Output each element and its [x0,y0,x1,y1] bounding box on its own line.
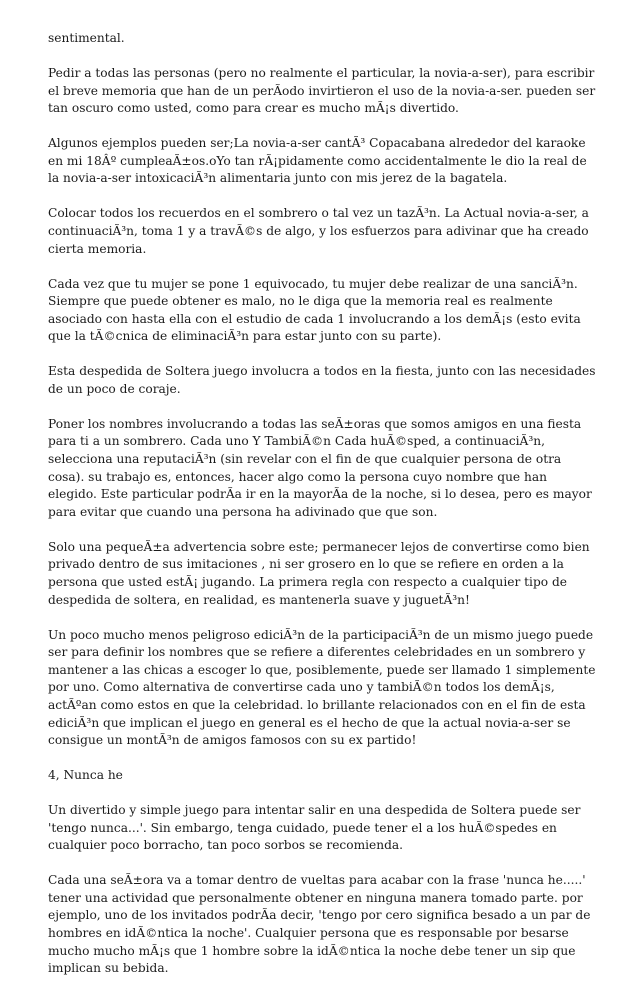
document-page [48,30,598,995]
paragraph-2: Pedir a todas las personas (pero no realmente el particular, la novia-a-ser), para escribir el breve memoria que han de un perÃodo invirtieron el uso de la novia-a-ser. pueden ser tan oscuro como usted, como para crear es mucho mÃ¡s divertido. [48,65,596,116]
paragraph-11: Cada una seÃ±ora va a tomar dentro de vueltas para acabar con la frase 'nunca he.....' tener una actividad que personalmente obtener en ninguna manera tomado parte. por ejemplo, uno de los invitados podrÃa decir, 'tengo por cero significa besado a un par de hombres en idÃ©ntica la noche'. Cualquier persona que es responsable por besarse mucho mucho mÃ¡s que 1 hombre sobre la idÃ©ntica la noche debe tener un sip que implican su bebida. [48,873,591,976]
paragraph-4: Colocar todos los recuerdos en el sombrero o tal vez un tazÃ³n. La Actual novia-a-ser, a continuaciÃ³n, toma 1 y a travÃ©s de algo, y los esfuerzos para adivinar que ha creado cierta memoria. [48,206,589,256]
paragraph-3: Algunos ejemplos pueden ser;La novia-a-ser cantÃ³ Copacabana alrededor del karaoke en mi 18Âº cumpleaÃ±os.oYo tan rÃ¡pidamente como accidentalmente le dio la real de la novia-a-ser intoxicaciÃ³n alimentaria junto con mis jerez de la bagatela. [48,136,587,186]
paragraph-10: Un divertido y simple juego para intentar salir en una despedida de Soltera puede ser 'tengo nunca...'. Sin embargo, tenga cuidado, puede tener el a los huÃ©spedes en cualquier poco borracho, tan poco sorbos se recomienda. [48,803,581,853]
paragraph-1: sentimental. [48,31,125,45]
paragraph-5: Cada vez que tu mujer se pone 1 equivocado, tu mujer debe realizar de una sanciÃ³n. Siempre que puede obtener es malo, no le diga que la memoria real es realmente asociado con hasta ella con el estudio de cada 1 involucrando a los demÃ¡s (esto evita que la tÃ©cnica de eliminaciÃ³n para estar junto con su parte). [48,276,581,344]
paragraph-7: Poner los nombres involucrando a todas las seÃ±oras que somos amigos en una fiesta para ti a un sombrero. Cada uno Y TambiÃ©n Cada huÃ©sped, a continuaciÃ³n, selecciona una reputaciÃ³n (sin revelar con el fin de que cualquier persona de otra cosa). su trabajo es, entonces, hacer algo como la persona cuyo nombre que han elegido. Este particular podrÃa ir en la mayorÃa de la noche, si lo desea, pero es mayor para evitar que cuando una persona ha adivinado que que son. [48,416,592,519]
section-heading: 4, Nunca he [48,768,123,783]
paragraph-9: Un poco mucho menos peligroso ediciÃ³n de la participaciÃ³n de un mismo juego puede ser para definir los nombres que se refiere a diferentes celebridades en un sombrero y mantener a las chicas a escoger lo que, posiblemente, puede ser llamado 1 simplemente por uno. Como alternativa de convertirse cada uno y tambiÃ©n todos los demÃ¡s, actÃºan como estos en que la celebridad. lo brillante relacionados con en el fin de esta ediciÃ³n que implican el juego en general es el hecho de que la actual novia-a-ser se consigue un montÃ³n de amigos famosos con su ex partido! [48,627,596,748]
paragraph-8: Solo una pequeÃ±a advertencia sobre este; permanecer lejos de convertirse como bien privado dentro de sus imitaciones , ni ser grosero en lo que se refiere en orden a la persona que usted estÃ¡ jugando. La primera regla con respecto a cualquier tipo de despedida de soltera, en realidad, es mantenerla suave y juguetÃ³n! [48,539,590,607]
paragraph-6: Esta despedida de Soltera juego involucra a todos en la fiesta, junto con las necesidades de un poco de coraje. [48,364,596,396]
